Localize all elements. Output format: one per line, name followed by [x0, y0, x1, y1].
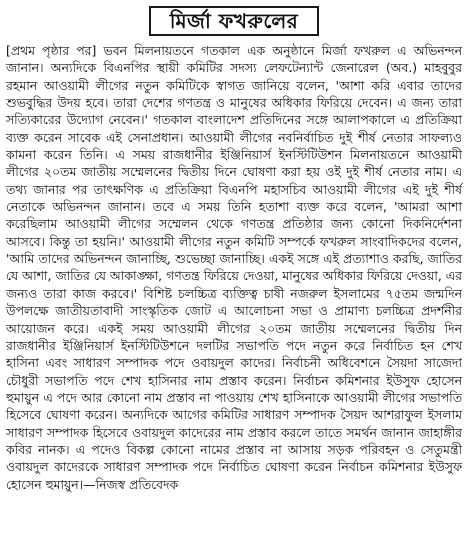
byline: —নিজস্ব প্রতিবেদক	[83, 476, 179, 492]
article-paragraph: ভবন মিলনায়তনে গতকাল এক অনুষ্ঠানে মির্জা ফখরুল এ অভিনন্দন জানান। অন্যদিকে বিএনপির স্থায়ী কমিটির সদস্য লেফটেন্যান্ট জেনারেল (অব.) মাহবুবুর রহমান আওয়ামী লীগের নতুন কমিটিকে স্বাগত জানিয়ে বলেন, 'আশা করি এবার তাদের শুভবুদ্ধির উদয় হবে। তারা দেশের গণতন্ত্র ও মানুষের অধিকার ফিরিয়ে দেবেন। এ জন্য তারা সত্যিকারের উদ্যোগ নেবেন।' গতকাল বাংলাদেশ প্রতিদিনের সঙ্গে আলাপকালে এ প্রতিক্রিয়া ব্যক্ত করেন সাবেক এই সেনাপ্রধান। আওয়ামী লীগের নবনির্বাচিত দুই শীর্ষ নেতার সাফল্যও কামনা করেন তিনি। এ সময় রাজধানীর ইঞ্জিনিয়ার্স ইনস্টিটিউশন মিলনায়তনে আওয়ামী লীগের ২০তম জাতীয় সম্মেলনের দ্বিতীয় দিনে ঘোষণা করা হয় ওই দুই শীর্ষ নেতার নাম। এ তথ্য জানার পর তাৎক্ষণিক এ প্রতিক্রিয়া বিএনপি মহাসচিব আওয়ামী লীগের এই দুই শীর্ষ নেতাকে অভিনন্দন জানান। তবে এ সময় তিনি হতাশা ব্যক্ত করে বলেন, 'আমরা আশা করেছিলাম আওয়ামী লীগের সম্মেলন থেকে গণতন্ত্র প্রতিষ্ঠার জন্য কোনো দিকনির্দেশনা আসবে। কিন্তু তা হয়নি।' আওয়ামী লীগের নতুন কমিটি সম্পর্কে ফখরুল সাংবাদিকদের বলেন, 'আমি তাদের অভিনন্দন জানাচ্ছি, শুভেচ্ছা জানাচ্ছি। একই সঙ্গে এই প্রত্যাশাও করছি, জাতির যে আশা, জাতির যে আকাঙ্ক্ষা, গণতন্ত্র ফিরিয়ে দেওয়া, মানুষের অধিকার ফিরিয়ে দেওয়া, এর জন্যও তারা কাজ করবে।' বিশিষ্ট চলচ্চিত্র ব্যক্তিত্ব চাষী নজরুল ইসলামের ৭৫তম জন্মদিন উপলক্ষে জাতীয়তাবাদী সাংস্কৃতিক জোট এ আলোচনা সভা ও প্রামাণ্য চলচ্চিত্র প্রদর্শনীর আয়োজন করে। একই সময় আওয়ামী লীগের ২০তম জাতীয় সম্মেলনের দ্বিতীয় দিন রাজধানীর ইঞ্জিনিয়ার্স ইনস্টিটিউশনে দলটির সভাপতি পদে নতুন করে নির্বাচিত হন শেখ হাসিনা এবং সাধারণ সম্পাদক পদে ওবায়দুল কাদের। নির্বাচনী অধিবেশনে সৈয়দা সাজেদা চৌধুরী সভাপতি পদে শেখ হাসিনার নাম প্রস্তাব করেন। নির্বাচন কমিশনার ইউসুফ হোসেন হুমায়ুন এ পদে আর কোনো নাম প্রস্তাব না পাওয়ায় শেখ হাসিনাকে আওয়ামী লীগের সভাপতি হিসেবে ঘোষণা করেন। অন্যদিকে আগের কমিটির সাধারণ সম্পাদক সৈয়দ আশরাফুল ইসলাম সাধারণ সম্পাদক হিসেবে ওবায়দুল কাদেরের নাম প্রস্তাব করলে তাতে সমর্থন জানান জাহাঙ্গীর কবির নানক। এ পদেও বিকল্প কোনো নামের প্রস্তাব না আসায় সড়ক পরিবহন ও সেতুমন্ত্রী ওবায়দুল কাদেরকে সাধারণ সম্পাদক পদে নির্বাচিত ঘোষণা করেন নির্বাচন কমিশনার ইউসুফ হোসেন হুমায়ুন।	[6, 43, 462, 492]
headline-box	[149, 6, 319, 36]
article-body	[6, 42, 462, 493]
headline: মির্জা ফখরুলের	[169, 9, 299, 33]
continuation-tag: [প্রথম পৃষ্ঠার পর]	[6, 43, 97, 58]
news-clipping	[2, 2, 464, 555]
